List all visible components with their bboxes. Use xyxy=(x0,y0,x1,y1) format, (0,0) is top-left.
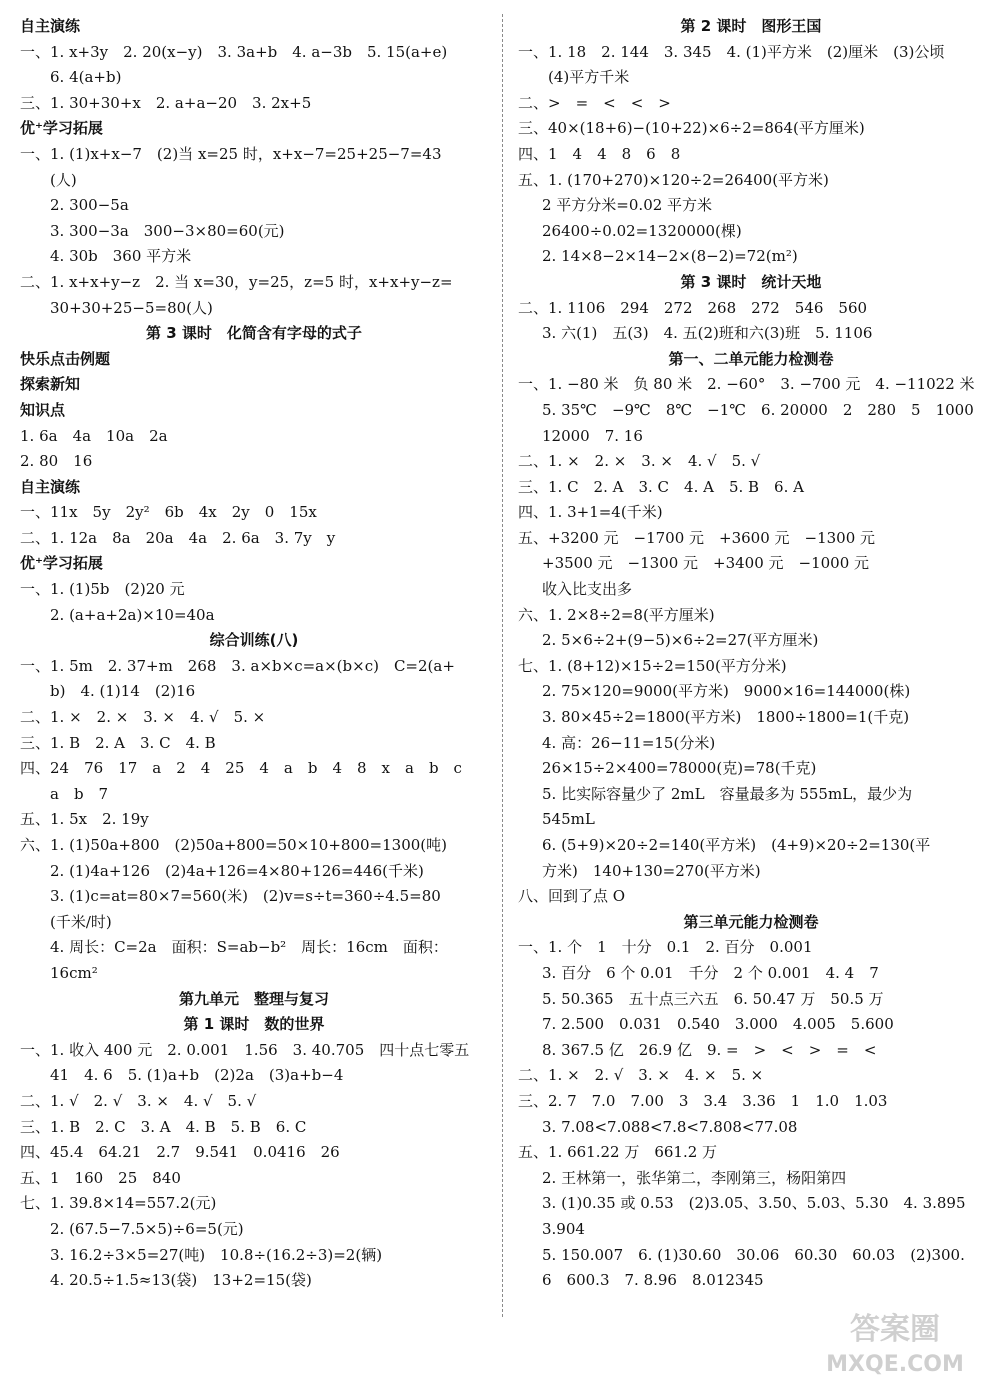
answer-line: 一、1. 5m 2. 37+m 268 3. a×b×c=a×(b×c) C=2(a+ xyxy=(20,656,455,675)
answer-line: 一、1. 个 1 十分 0.1 2. 百分 0.001 xyxy=(518,938,813,957)
answer-line: 方米) 140+130=270(平方米) xyxy=(542,861,761,880)
section-heading: 第一、二单元能力检测卷 xyxy=(668,349,834,368)
answer-line: 三、1. C 2. A 3. C 4. A 5. B 6. A xyxy=(518,477,804,496)
right-column xyxy=(518,14,984,1294)
answer-line: 一、1. (1)x+x−7 (2)当 x=25 时，x+x−7=25+25−7=43 xyxy=(20,144,442,163)
answer-line: b) 4. (1)14 (2)16 xyxy=(50,682,196,701)
answer-line: 30+30+25−5=80(人) xyxy=(50,298,213,317)
answer-line: 二、1. × 2. × 3. × 4. √ 5. √ xyxy=(518,452,761,471)
answer-line: 16cm² xyxy=(50,963,98,982)
section-heading: 自主演练 xyxy=(20,17,81,35)
answer-line: 一、1. x+3y 2. 20(x−y) 3. 3a+b 4. a−3b 5. 15(a+e) xyxy=(20,42,448,61)
answer-line: 4. 周长：C=2a 面积：S=ab−b² 周长：16cm 面积： xyxy=(50,938,448,957)
left-column xyxy=(20,14,488,1294)
answer-line: 4. 30b 360 平方米 xyxy=(50,247,192,266)
answer-line: 3. 16.2÷3×5=27(吨) 10.8÷(16.2÷3)=2(辆) xyxy=(50,1245,383,1264)
answer-line: 一、11x 5y 2y² 6b 4x 2y 0 15x xyxy=(20,503,317,522)
section-heading: 快乐点击例题 xyxy=(20,349,111,368)
answer-line: 八、回到了点 O xyxy=(518,887,626,906)
answer-line: 五、1. (170+270)×120÷2=26400(平方米) xyxy=(518,170,829,189)
answer-line: 五、+3200 元 −1700 元 +3600 元 −1300 元 xyxy=(518,528,876,547)
answer-line: 3. 六(1) 五(3) 4. 五(2)班和六(3)班 5. 1106 xyxy=(542,324,873,343)
answer-line: 2. (1)4a+126 (2)4a+126=4×80+126=446(千米) xyxy=(50,861,424,880)
answer-line: 2. 5×6÷2+(9−5)×6÷2=27(平方厘米) xyxy=(542,631,819,650)
answer-line: 四、24 76 17 a 2 4 25 4 a b 4 8 x a b c xyxy=(20,759,462,778)
answer-line: 6 600.3 7. 8.96 8.012345 xyxy=(542,1271,764,1290)
answer-line: 3. 百分 6 个 0.01 千分 2 个 0.001 4. 4 7 xyxy=(542,963,879,982)
answer-line: 二、1. x+x+y−z 2. 当 x=30，y=25，z=5 时，x+x+y−z= xyxy=(20,272,453,291)
answer-line: 3. 7.08<7.088<7.8<7.808<77.08 xyxy=(542,1117,798,1136)
answer-line: 3.904 xyxy=(542,1219,585,1238)
answer-line: 二、1. √ 2. √ 3. × 4. √ 5. √ xyxy=(20,1091,257,1110)
watermark-logo xyxy=(800,1303,990,1379)
answer-line: (4)平方千米 xyxy=(548,68,630,87)
answer-line: 1. 6a 4a 10a 2a xyxy=(20,426,168,445)
answer-line: 5. 150.007 6. (1)30.60 30.06 60.30 60.03 (2)300. xyxy=(542,1245,965,1264)
watermark-bottom-text: MXQE.COM xyxy=(826,1352,964,1377)
answer-line: 6. (5+9)×20÷2=140(平方米) (4+9)×20÷2=130(平 xyxy=(542,836,931,854)
answer-line: 三、1. B 2. C 3. A 4. B 5. B 6. C xyxy=(20,1117,307,1136)
answer-line: 26400÷0.02=1320000(棵) xyxy=(542,221,742,240)
answer-line: 四、45.4 64.21 2.7 9.541 0.0416 26 xyxy=(20,1143,340,1162)
section-heading: 综合训练(八) xyxy=(209,631,299,650)
answer-line: 二、1. × 2. √ 3. × 4. × 5. × xyxy=(518,1066,764,1085)
answer-line: 3. (1)0.35 或 0.53 (2)3.05、3.50、5.03、5.30 4. 3.895 xyxy=(542,1194,966,1213)
section-heading: 探索新知 xyxy=(20,375,81,394)
answer-line: 2. 王林第一，张华第二，李刚第三，杨阳第四 xyxy=(542,1168,847,1187)
answer-line: 3. 80×45÷2=1800(平方米) 1800÷1800=1(千克) xyxy=(542,708,910,727)
answer-line: 2. 80 16 xyxy=(20,452,93,471)
answer-line: 2. 14×8−2×14−2×(8−2)=72(m²) xyxy=(542,247,798,266)
answer-line: 三、2. 7 7.0 7.00 3 3.4 3.36 1 1.0 1.03 xyxy=(518,1091,888,1110)
column-divider xyxy=(502,14,503,1317)
answer-line: 8. 367.5 亿 26.9 亿 9. = > < > = < xyxy=(542,1040,877,1059)
answer-line: 一、1. −80 米 负 80 米 2. −60° 3. −700 元 4. −11022 米 xyxy=(518,375,975,394)
answer-line: 五、1. 661.22 万 661.2 万 xyxy=(518,1143,718,1162)
answer-line: 6. 4(a+b) xyxy=(50,68,122,87)
answer-line: 4. 20.5÷1.5≈13(袋) 13+2=15(袋) xyxy=(50,1271,312,1290)
answer-line: 三、1. B 2. A 3. C 4. B xyxy=(20,733,216,752)
answer-line: 六、1. 2×8÷2=8(平方厘米) xyxy=(518,605,715,624)
answer-line: 五、1. 5x 2. 19y xyxy=(20,810,149,829)
answer-line: 7. 2.500 0.031 0.540 3.000 4.005 5.600 xyxy=(542,1015,894,1034)
answer-line: 二、> = < < > xyxy=(518,93,671,112)
answer-line: 2. 75×120=9000(平方米) 9000×16=144000(株) xyxy=(542,682,911,701)
section-heading: 第 3 课时 统计天地 xyxy=(680,272,822,291)
section-heading: 第 2 课时 图形王国 xyxy=(680,17,822,35)
section-heading: 第 1 课时 数的世界 xyxy=(183,1015,325,1034)
answer-line: 四、1 4 4 8 6 8 xyxy=(518,144,681,163)
answer-line: +3500 元 −1300 元 +3400 元 −1000 元 xyxy=(542,554,870,573)
answer-line: 5. 35℃ −9℃ 8℃ −1℃ 6. 20000 2 280 5 1000 xyxy=(542,400,974,419)
section-heading: 第 3 课时 化简含有字母的式子 xyxy=(146,324,362,343)
answer-line: 七、1. (8+12)×15÷2=150(平方分米) xyxy=(518,656,787,675)
answer-line: 五、1 160 25 840 xyxy=(20,1168,181,1187)
section-heading: 优⁺学习拓展 xyxy=(20,119,103,138)
answer-line: 一、1. (1)5b (2)20 元 xyxy=(20,580,185,599)
answer-line: a b 7 xyxy=(50,784,109,803)
answer-line: 四、1. 3+1=4(千米) xyxy=(518,503,663,522)
answer-line: 一、1. 收入 400 元 2. 0.001 1.56 3. 40.705 四十点七零五 xyxy=(20,1040,470,1059)
answer-line: 三、1. 30+30+x 2. a+a−20 3. 2x+5 xyxy=(20,93,312,112)
answer-line: 3. (1)c=at=80×7=560(米) (2)v=s÷t=360÷4.5=80 xyxy=(50,887,441,906)
answer-line: 三、40×(18+6)−(10+22)×6÷2=864(平方厘米) xyxy=(518,119,865,138)
answer-line: 2 平方分米=0.02 平方米 xyxy=(542,196,713,215)
answer-line: 41 4. 6 5. (1)a+b (2)2a (3)a+b−4 xyxy=(50,1066,344,1085)
section-heading: 自主演练 xyxy=(20,477,81,496)
answer-line: 二、1. 12a 8a 20a 4a 2. 6a 3. 7y y xyxy=(20,528,336,547)
section-heading: 优⁺学习拓展 xyxy=(20,554,103,573)
answer-line: 收入比支出多 xyxy=(542,580,633,599)
answer-line: 2. 300−5a xyxy=(50,196,129,215)
section-heading: 第九单元 整理与复习 xyxy=(178,989,329,1008)
answer-line: 12000 7. 16 xyxy=(542,426,643,445)
answer-line: 2. (a+a+2a)×10=40a xyxy=(50,605,215,624)
answer-line: 5. 50.365 五十点三六五 6. 50.47 万 50.5 万 xyxy=(542,989,884,1008)
answer-line: 2. (67.5−7.5×5)÷6=5(元) xyxy=(50,1219,244,1238)
answer-line: (人) xyxy=(50,170,77,189)
answer-line: 六、1. (1)50a+800 (2)50a+800=50×10+800=1300(吨) xyxy=(20,836,447,854)
answer-line: 26×15÷2×400=78000(克)=78(千克) xyxy=(542,759,817,778)
answer-line: 二、1. × 2. × 3. × 4. √ 5. × xyxy=(20,708,266,727)
watermark-top-text: 答案圈 xyxy=(850,1312,940,1347)
answer-line: 二、1. 1106 294 272 268 272 546 560 xyxy=(518,298,868,317)
answer-line: 一、1. 18 2. 144 3. 345 4. (1)平方米 (2)厘米 (3)公顷 xyxy=(518,42,945,61)
answer-line: 3. 300−3a 300−3×80=60(元) xyxy=(50,221,285,240)
answer-line: 4. 高：26−11=15(分米) xyxy=(542,733,716,752)
section-heading: 第三单元能力检测卷 xyxy=(683,912,819,931)
answer-line: 七、1. 39.8×14=557.2(元) xyxy=(20,1194,217,1213)
answer-line: 5. 比实际容量少了 2mL 容量最多为 555mL，最少为 xyxy=(542,784,913,803)
answer-line: (千米/时) xyxy=(50,912,112,931)
section-heading: 知识点 xyxy=(20,400,66,419)
answer-line: 545mL xyxy=(542,810,595,829)
